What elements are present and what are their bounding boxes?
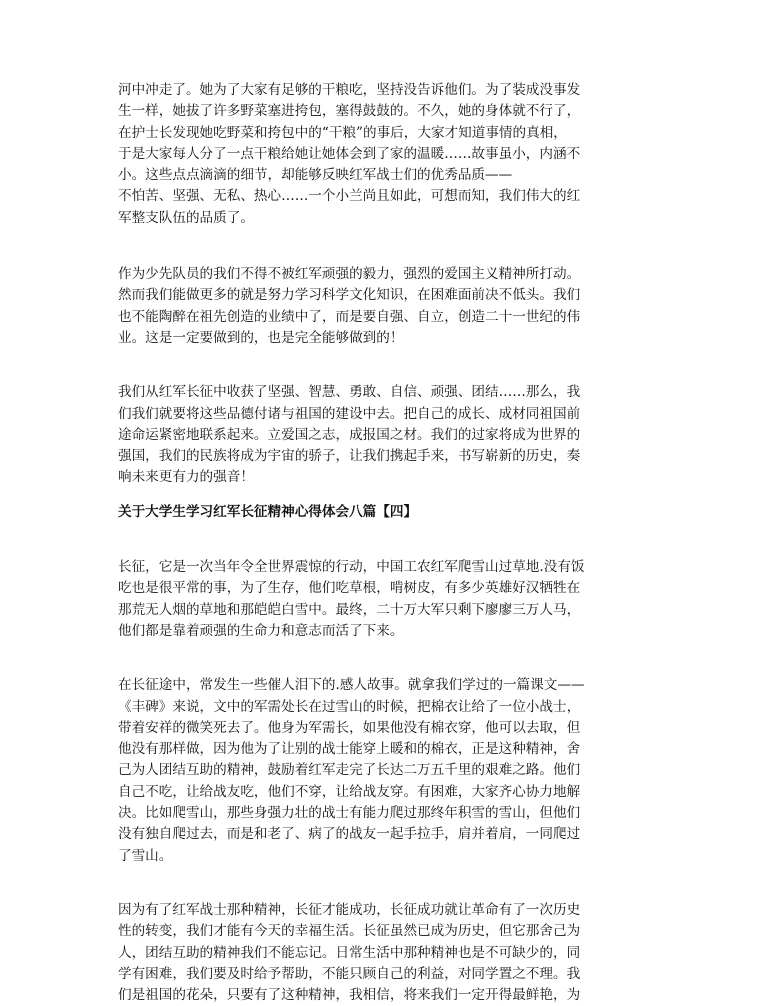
document-page [118,80,658,1006]
paragraph-harvest-from-long-march: 我们从红军长征中收获了坚强、智慧、勇敢、自信、顽强、团结……那么，我 们我们就要将这些品德付诸与祖国的建设中去。把自己的成长、成材同祖国前 途命运紧密地联系起来。立爱国之志，成报国之材。我们的过家将成为世界的 强国，我们的民族将成为宇宙的骄子，让我们携起手来，书写崭新的历史，奏 响未来更有力的强音！ [118,384,581,486]
paragraph-fengbei-story: 在长征途中，常发生一些催人泪下的.感人故事。就拿我们学过的一篇课文—— 《丰碑》来说，文中的军需处长在过雪山的时候，把棉衣让给了一位小战士， 带着安祥的微笑死去了。他身为军需长，如果他没有棉衣穿，他可以去取，但 他没有那样做，因为他为了让别的战士能穿上暖和的棉衣，正是这种精神，舍 己为人团结互助的精神，鼓励着红军走完了长达二万五千里的艰难之路。他们 自己不吃，让给战友吃，他们不穿，让给战友穿。有困难，大家齐心协力地解 决。比如爬雪山，那些身强力壮的战士有能力爬过那终年积雪的雪山，但他们 没有独自爬过去，而是和老了、病了的战友一起手拉手，肩并着肩，一同爬过 了雪山。 [118,677,585,864]
paragraph-spirit-conclusion: 因为有了红军战士那种精神，长征才能成功，长征成功就让革命有了一次历史 性的转变，我们才能有今天的幸福生活。长征虽然已成为历史，但它那舍己为 人，团结互助的精神我们不能忘记。日常生活中那种精神也是不可缺少的，同 学有困难，我们要及时给予帮助，不能只顾自己的利益，对同学置之不理。我 们是祖国的花朵，只要有了这种精神，我相信，将来我们一定开得最鲜艳，为 [118,901,581,1004]
paragraph-xiaolan-story: 河中冲走了。她为了大家有足够的干粮吃，坚持没告诉他们。为了装成没事发 生一样，她拔了许多野菜塞进挎包，塞得鼓鼓的。不久，她的身体就不行了， 在护士长发现她吃野菜和挎包中的“干粮”的事后，大家才知道事情的真相， 于是大家每人分了一点干粮给她让她体会到了家的温暖……故事虽小，内涵不 小。这些点点滴滴的细节，却能够反映红军战士们的优秀品质—— 不怕苦、坚强、无私、热心……一个小兰尚且如此，可想而知，我们伟大的红 军整支队伍的品质了。 [118,82,581,226]
paragraph-long-march-intro: 长征，它是一次当年令全世界震惊的行动，中国工农红军爬雪山过草地.没有饭 吃也是很平常的事，为了生存，他们吃草根，啃树皮，有多少英雄好汉牺牲在 那荒无人烟的草地和那皑皑白雪中。最终，二十万大军只剩下廖廖三万人马， 他们都是靠着顽强的生命力和意志而活了下来。 [118,559,585,639]
paragraph-young-pioneers: 作为少先队员的我们不得不被红军顽强的毅力，强烈的爱国主义精神所打动。 然而我们能做更多的就是努力学习科学文化知识，在困难面前决不低头。我们 也不能陶醉在祖先创造的业绩中了，而是要自强、自立，创造二十一世纪的伟 业。这是一定要做到的，也是完全能够做到的！ [118,266,581,346]
section-heading: 关于大学生学习红军长征精神心得体会八篇【四】 [118,503,418,520]
